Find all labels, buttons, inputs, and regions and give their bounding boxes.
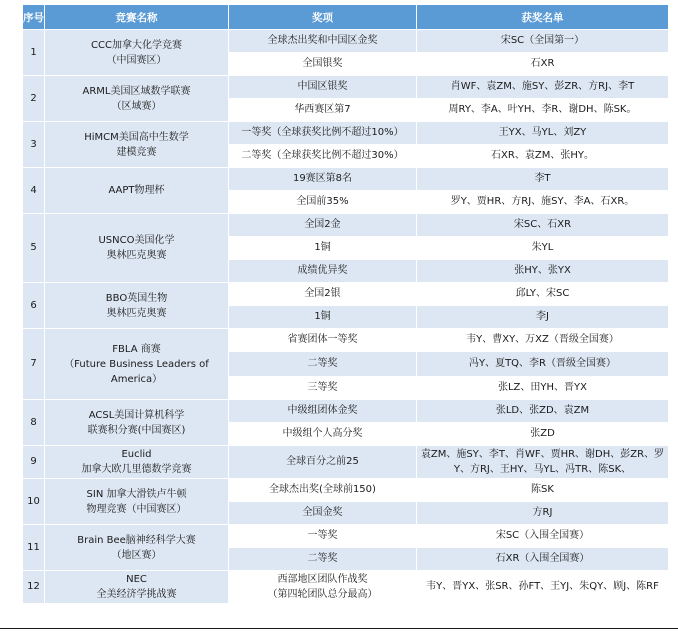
award-cell: 中国区银奖 — [229, 76, 417, 99]
row-index: 5 — [23, 214, 45, 283]
table-row — [23, 571, 669, 604]
winners-cell: 宋SC、石XR — [417, 214, 669, 237]
competition-name-line: （中国赛区） — [106, 54, 167, 66]
winners-cell: 周RY、李A、叶YH、李R、谢DH、陈SK。 — [417, 99, 669, 122]
award-cell: 全国金奖 — [229, 502, 417, 525]
competition-name — [45, 525, 229, 571]
competition-name-line: 建模竞赛 — [116, 146, 157, 158]
row-index: 1 — [23, 30, 45, 76]
competition-name-line: BBO英国生物 — [105, 292, 168, 304]
table-header-row — [23, 5, 669, 30]
header-competition-name: 竞赛名称 — [45, 5, 229, 30]
award-cell: 全国前35% — [229, 191, 417, 214]
competition-name-line: ARML美国区域数学联赛 — [82, 85, 191, 97]
award-cell: 华西赛区第7 — [229, 99, 417, 122]
competition-name — [45, 329, 229, 400]
winners-cell: 邱LY、宋SC — [417, 283, 669, 306]
competition-name-line: Brain Bee脑神经科学大赛 — [77, 534, 196, 546]
competition-name — [45, 168, 229, 214]
row-index: 6 — [23, 283, 45, 329]
table-row — [23, 214, 669, 237]
award-cell: 全球杰出奖(全球前150) — [229, 479, 417, 502]
competition-name — [45, 446, 229, 479]
winners-line: 袁ZM、施SY、李T、肖WF、贾HR、谢DH、彭ZR、罗 — [420, 449, 665, 460]
competition-name-line: 奥林匹克奥赛 — [106, 307, 167, 319]
award-cell: 中级组个人高分奖 — [229, 423, 417, 446]
winners-cell: 张LZ、田YH、晋YX — [417, 377, 669, 400]
winners-cell — [417, 446, 669, 479]
award-cell — [229, 571, 417, 604]
row-index: 9 — [23, 446, 45, 479]
award-cell: 全球百分之前25 — [229, 446, 417, 479]
award-cell: 全国2金 — [229, 214, 417, 237]
award-cell: 全国银奖 — [229, 53, 417, 76]
row-index: 2 — [23, 76, 45, 122]
winners-cell: 方RJ — [417, 502, 669, 525]
header-index: 序号 — [23, 5, 45, 30]
competition-name — [45, 400, 229, 446]
award-line: 西部地区团队作战奖 — [277, 574, 368, 585]
competition-name — [45, 479, 229, 525]
award-cell: 二等奖 — [229, 548, 417, 571]
competition-name-line: FBLA 商赛 — [112, 343, 161, 355]
row-index: 10 — [23, 479, 45, 525]
winners-cell: 李T — [417, 168, 669, 191]
table-row — [23, 122, 669, 145]
competition-name — [45, 76, 229, 122]
competition-name-line: SIN 加拿大滑铁卢牛顿 — [86, 488, 187, 500]
award-cell: 二等奖（全球获奖比例不超过30%） — [229, 145, 417, 168]
competition-name-line: 物理竞赛（中国赛区） — [86, 503, 187, 515]
award-cell: 二等奖 — [229, 352, 417, 377]
awards-table-container — [22, 4, 668, 604]
table-row — [23, 283, 669, 306]
competition-name — [45, 283, 229, 329]
competition-name-line: NEC — [126, 574, 147, 585]
competition-name — [45, 571, 229, 604]
winners-cell: 王YX、马YL、刘ZY — [417, 122, 669, 145]
table-row — [23, 329, 669, 352]
winners-cell: 陈SK — [417, 479, 669, 502]
row-index: 11 — [23, 525, 45, 571]
table-row — [23, 479, 669, 502]
competition-name — [45, 122, 229, 168]
competition-name-line: AAPT物理杯 — [108, 184, 165, 196]
award-cell: 省赛团体一等奖 — [229, 329, 417, 352]
competition-name-line: （区域赛） — [111, 100, 162, 112]
row-index: 12 — [23, 571, 45, 604]
row-index: 4 — [23, 168, 45, 214]
winners-cell: 韦Y、曹XY、万XZ（晋级全国赛） — [417, 329, 669, 352]
winners-cell: 韦Y、晋YX、张SR、孙FT、王YJ、朱QY、顾J、陈RF — [417, 571, 669, 604]
competition-name — [45, 30, 229, 76]
row-index: 3 — [23, 122, 45, 168]
winners-cell: 冯Y、夏TQ、李R（晋级全国赛） — [417, 352, 669, 377]
award-cell: 19赛区第8名 — [229, 168, 417, 191]
competition-name-line: ACSL美国计算机科学 — [88, 409, 185, 421]
awards-table — [22, 4, 669, 604]
award-cell: 1铜 — [229, 237, 417, 260]
competition-name — [45, 214, 229, 283]
competition-name-line: America） — [110, 373, 163, 385]
page-bottom-rule — [0, 628, 678, 629]
competition-name-line: 奥林匹克奥赛 — [106, 250, 167, 261]
competition-name-line: 联赛积分赛(中国赛区) — [87, 424, 186, 436]
row-index: 8 — [23, 400, 45, 446]
header-winners: 获奖名单 — [417, 5, 669, 30]
competition-name-line: （地区赛） — [111, 549, 162, 561]
award-cell: 一等奖（全球获奖比例不超过10%） — [229, 122, 417, 145]
award-line: （第四轮团队总分最高） — [267, 589, 378, 600]
award-cell: 成绩优异奖 — [229, 260, 417, 283]
award-cell: 中级组团体金奖 — [229, 400, 417, 423]
award-cell: 三等奖 — [229, 377, 417, 400]
header-award: 奖项 — [229, 5, 417, 30]
winners-cell: 肖WF、袁ZM、施SY、彭ZR、方RJ、李T — [417, 76, 669, 99]
table-row — [23, 76, 669, 99]
competition-name-line: 全美经济学挑战赛 — [96, 589, 177, 600]
winners-cell: 宋SC（全国第一） — [417, 30, 669, 53]
winners-cell: 宋SC（入围全国赛） — [417, 525, 669, 548]
table-row — [23, 30, 669, 53]
winners-cell: 石XR — [417, 53, 669, 76]
winners-cell: 张ZD — [417, 423, 669, 446]
award-cell: 一等奖 — [229, 525, 417, 548]
competition-name-line: HiMCM美国高中生数学 — [84, 131, 189, 143]
competition-name-line: 加拿大欧几里德数学竞赛 — [81, 464, 192, 475]
winners-cell: 石XR（入围全国赛） — [417, 548, 669, 571]
table-row — [23, 168, 669, 191]
award-cell: 1铜 — [229, 306, 417, 329]
award-cell: 全国2银 — [229, 283, 417, 306]
award-cell: 全球杰出奖和中国区金奖 — [229, 30, 417, 53]
winners-cell: 石XR、袁ZM、张HY。 — [417, 145, 669, 168]
winners-cell: 张LD、张ZD、袁ZM — [417, 400, 669, 423]
table-row — [23, 525, 669, 548]
table-row — [23, 446, 669, 479]
winners-cell: 朱YL — [417, 237, 669, 260]
winners-line: Y、方RJ、王HY、马YL、冯TR、陈SK、 — [453, 464, 632, 475]
winners-cell: 张HY、张YX — [417, 260, 669, 283]
table-row — [23, 400, 669, 423]
competition-name-line: CCC加拿大化学竞赛 — [91, 39, 182, 51]
competition-name-line: Euclid — [121, 449, 152, 460]
winners-cell: 李J — [417, 306, 669, 329]
competition-name-line: （Future Business Leaders of — [64, 358, 209, 370]
winners-cell: 罗Y、贾HR、方RJ、施SY、李A、石XR。 — [417, 191, 669, 214]
row-index: 7 — [23, 329, 45, 400]
competition-name-line: USNCO美国化学 — [98, 235, 175, 246]
